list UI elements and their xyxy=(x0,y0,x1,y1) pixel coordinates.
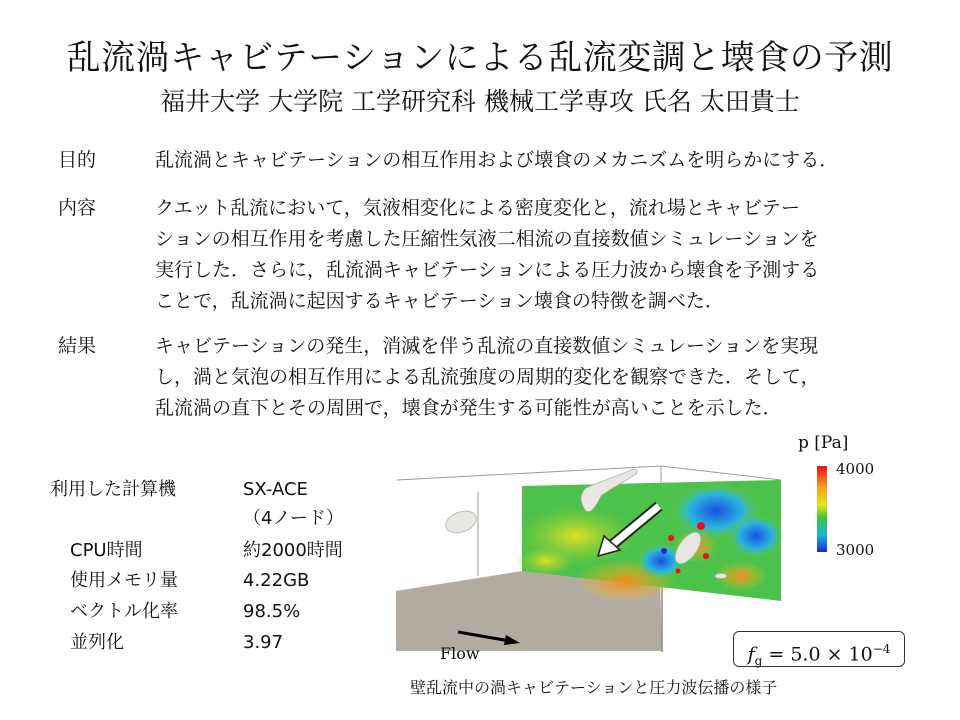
spec-vector-value: 98.5% xyxy=(243,601,301,622)
section-body xyxy=(155,331,915,424)
colorbar-min-label: 3000 xyxy=(836,541,875,559)
section-label: 結果 xyxy=(58,335,97,357)
colorbar-max-label: 4000 xyxy=(836,460,875,478)
page-title: 乱流渦キャビテーションによる乱流変調と壊食の予測 xyxy=(66,38,894,78)
void-fraction-box xyxy=(733,631,905,667)
fg-subscript: g xyxy=(754,654,763,669)
author-line: 福井大学 大学院 工学研究科 機械工学専攻 氏名 太田貴士 xyxy=(160,87,800,116)
colorbar-title: p [Pa] xyxy=(798,433,849,453)
section-body xyxy=(155,145,915,176)
spec-parallel-value: 3.97 xyxy=(243,632,284,653)
flow-label: Flow xyxy=(440,644,480,663)
fg-exponent: −4 xyxy=(872,642,891,656)
spec-parallel-label: 並列化 xyxy=(70,632,124,653)
spec-vector-label: ベクトル化率 xyxy=(70,601,178,622)
text-line: ことで，乱流渦に起因するキャビテーション壊食の特徴を調べた． xyxy=(155,290,724,312)
text-line: し，渦と気泡の相互作用による乱流強度の周期的変化を観察できた．そして， xyxy=(155,366,820,388)
text-line: ションの相互作用を考慮した圧縮性気液二相流の直接数値シミュレーションを xyxy=(155,228,819,250)
text-line: 実行した．さらに，乱流渦キャビテーションによる圧力波から壊食を予測する xyxy=(155,259,820,281)
fg-value: = 5.0 × 10 xyxy=(768,643,873,666)
spec-memory-value: 4.22GB xyxy=(243,570,310,591)
section-label: 内容 xyxy=(58,197,97,219)
section-label: 目的 xyxy=(58,149,97,171)
spec-computer-nodes: （4ノード） xyxy=(243,508,344,529)
spec-cpu-value: 約2000時間 xyxy=(243,540,343,561)
fg-symbol: f xyxy=(747,643,755,666)
colorbar xyxy=(817,466,827,552)
text-line: キャビテーションの発生，消滅を伴う乱流の直接数値シミュレーションを実現 xyxy=(155,335,819,357)
spec-computer-value: SX-ACE xyxy=(243,479,308,500)
text-line: 乱流渦とキャビテーションの相互作用および壊食のメカニズムを明らかにする． xyxy=(155,149,839,171)
figure-caption: 壁乱流中の渦キャビテーションと圧力波伝播の様子 xyxy=(410,678,778,697)
section-body xyxy=(155,193,915,317)
text-line: クエット乱流において，気液相変化による密度変化と，流れ場とキャビテー xyxy=(155,197,800,219)
spec-cpu-label: CPU時間 xyxy=(70,540,143,561)
spec-memory-label: 使用メモリ量 xyxy=(70,570,178,591)
text-line: 乱流渦の直下とその周囲で，壊食が発生する可能性が高いことを示した． xyxy=(155,397,782,419)
spec-computer-label: 利用した計算機 xyxy=(50,479,176,500)
